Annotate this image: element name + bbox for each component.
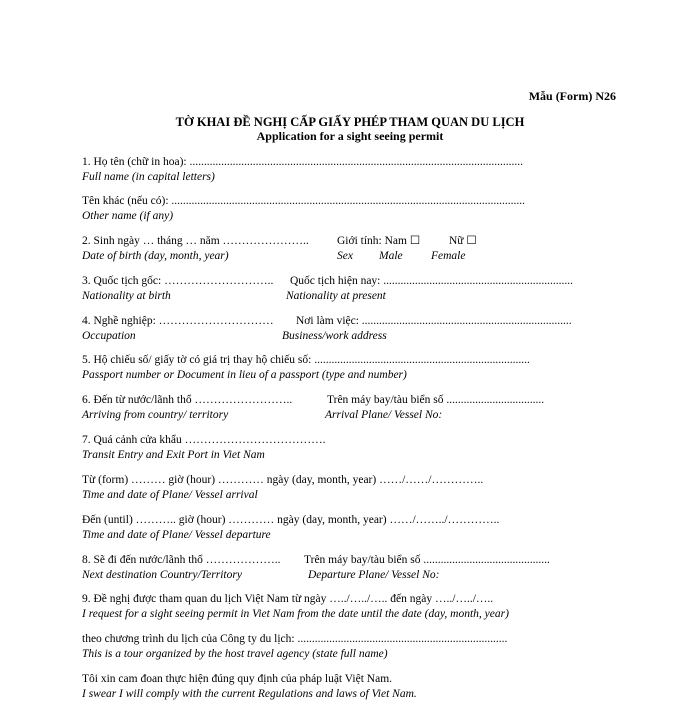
field-full-name[interactable] bbox=[82, 155, 572, 185]
label-en: Full name (in capital letters) bbox=[82, 171, 215, 183]
field-permit-dates[interactable] bbox=[82, 592, 572, 622]
label-dob-en: Date of birth (day, month, year) bbox=[82, 250, 229, 262]
label-work-address-vi: Nơi làm việc: ......................................................................... bbox=[296, 315, 572, 327]
label-vi: 9. Đề nghị được tham quan du lịch Việt Nam từ ngày …../…../….. đến ngày …../…../….. bbox=[82, 593, 494, 605]
label-nationality-present-en: Nationality at present bbox=[286, 290, 386, 302]
label-en: Transit Entry and Exit Port in Viet Nam bbox=[82, 449, 265, 461]
field-arrival-time[interactable] bbox=[82, 473, 572, 503]
label-sex-female-vi[interactable]: Nữ ☐ bbox=[449, 235, 477, 247]
label-dob-vi: 2. Sinh ngày … tháng … năm ………………….. bbox=[82, 235, 309, 247]
label-occupation-vi: 4. Nghề nghiệp: ………………………… bbox=[82, 315, 274, 327]
field-date-of-birth-sex[interactable] bbox=[82, 234, 572, 264]
label-departure-vessel-en: Departure Plane/ Vessel No: bbox=[308, 569, 440, 581]
label-arriving-country-vi: 6. Đến từ nước/lãnh thổ …………………….. bbox=[82, 394, 293, 406]
label-vi: 7. Quá cảnh cửa khẩu ………………………………. bbox=[82, 434, 326, 446]
field-transit-port[interactable] bbox=[82, 433, 572, 463]
label-female-en: Female bbox=[431, 250, 466, 262]
label-vi: Đến (until) ……….. giờ (hour) ………… ngày (day, month, year) ……/……../………….. bbox=[82, 514, 500, 526]
field-next-destination[interactable] bbox=[82, 553, 572, 583]
label-work-address-en: Business/work address bbox=[282, 330, 387, 342]
label-sex-en: Sex bbox=[337, 250, 353, 262]
label-vi: Từ (form) ……… giờ (hour) ………… ngày (day, month, year) ……/……/………….. bbox=[82, 474, 484, 486]
label-arriving-country-en: Arriving from country/ territory bbox=[82, 409, 229, 421]
field-occupation[interactable] bbox=[82, 314, 572, 344]
label-nationality-birth-en: Nationality at birth bbox=[82, 290, 171, 302]
field-other-name[interactable] bbox=[82, 194, 572, 224]
label-male-en: Male bbox=[379, 250, 403, 262]
label-occupation-en: Occupation bbox=[82, 330, 136, 342]
label-en: I swear I will comply with the current Regulations and laws of Viet Nam. bbox=[82, 688, 417, 700]
form-title-vi: TỜ KHAI ĐỀ NGHỊ CẤP GIẤY PHÉP THAM QUAN DU LỊCH bbox=[175, 115, 525, 129]
label-departure-vessel-vi: Trên máy bay/tàu biển số ............................................ bbox=[304, 554, 550, 566]
form-title-en: Application for a sight seeing permit bbox=[256, 129, 444, 143]
field-travel-agency[interactable] bbox=[82, 632, 572, 662]
label-en: This is a tour organized by the host travel agency (state full name) bbox=[82, 648, 388, 660]
label-vi: 1. Họ tên (chữ in hoa): .................................................................................................................... bbox=[82, 156, 523, 168]
label-en: Passport number or Document in lieu of a passport (type and number) bbox=[82, 369, 407, 381]
label-vi: theo chương trình du lịch của Công ty du lịch: ......................................................................... bbox=[82, 633, 508, 645]
label-en: Time and date of Plane/ Vessel arrival bbox=[82, 489, 258, 501]
label-next-country-en: Next destination Country/Territory bbox=[82, 569, 242, 581]
label-en: I request for a sight seeing permit in Viet Nam from the date until the date (day, month, year) bbox=[82, 608, 509, 620]
label-vi: Tên khác (nếu có): ........................................................................................................................... bbox=[82, 195, 526, 207]
field-nationality[interactable] bbox=[82, 274, 572, 304]
field-departure-time[interactable] bbox=[82, 513, 572, 543]
label-en: Other name (if any) bbox=[82, 210, 174, 222]
field-passport[interactable] bbox=[82, 353, 572, 383]
pledge-statement bbox=[82, 672, 572, 702]
label-en: Time and date of Plane/ Vessel departure bbox=[82, 529, 271, 541]
label-sex-male-vi[interactable]: Giới tính: Nam ☐ bbox=[337, 235, 421, 247]
form-code: Mẫu (Form) N26 bbox=[528, 89, 616, 103]
label-vi: Tôi xin cam đoan thực hiện đúng quy định của pháp luật Việt Nam. bbox=[82, 673, 393, 685]
field-arriving-from[interactable] bbox=[82, 393, 572, 423]
label-next-country-vi: 8. Sẽ đi đến nước/lãnh thổ ……………….. bbox=[82, 554, 281, 566]
label-nationality-present-vi: Quốc tịch hiện nay: .................................................................. bbox=[290, 275, 574, 287]
label-arrival-vessel-en: Arrival Plane/ Vessel No: bbox=[325, 409, 443, 421]
label-vi: 5. Hộ chiếu số/ giấy tờ có giá trị thay hộ chiếu số: ........................................................................... bbox=[82, 354, 530, 366]
label-nationality-birth-vi: 3. Quốc tịch gốc: ……………………….. bbox=[82, 275, 274, 287]
label-arrival-vessel-vi: Trên máy bay/tàu biển số .................................. bbox=[327, 394, 545, 406]
